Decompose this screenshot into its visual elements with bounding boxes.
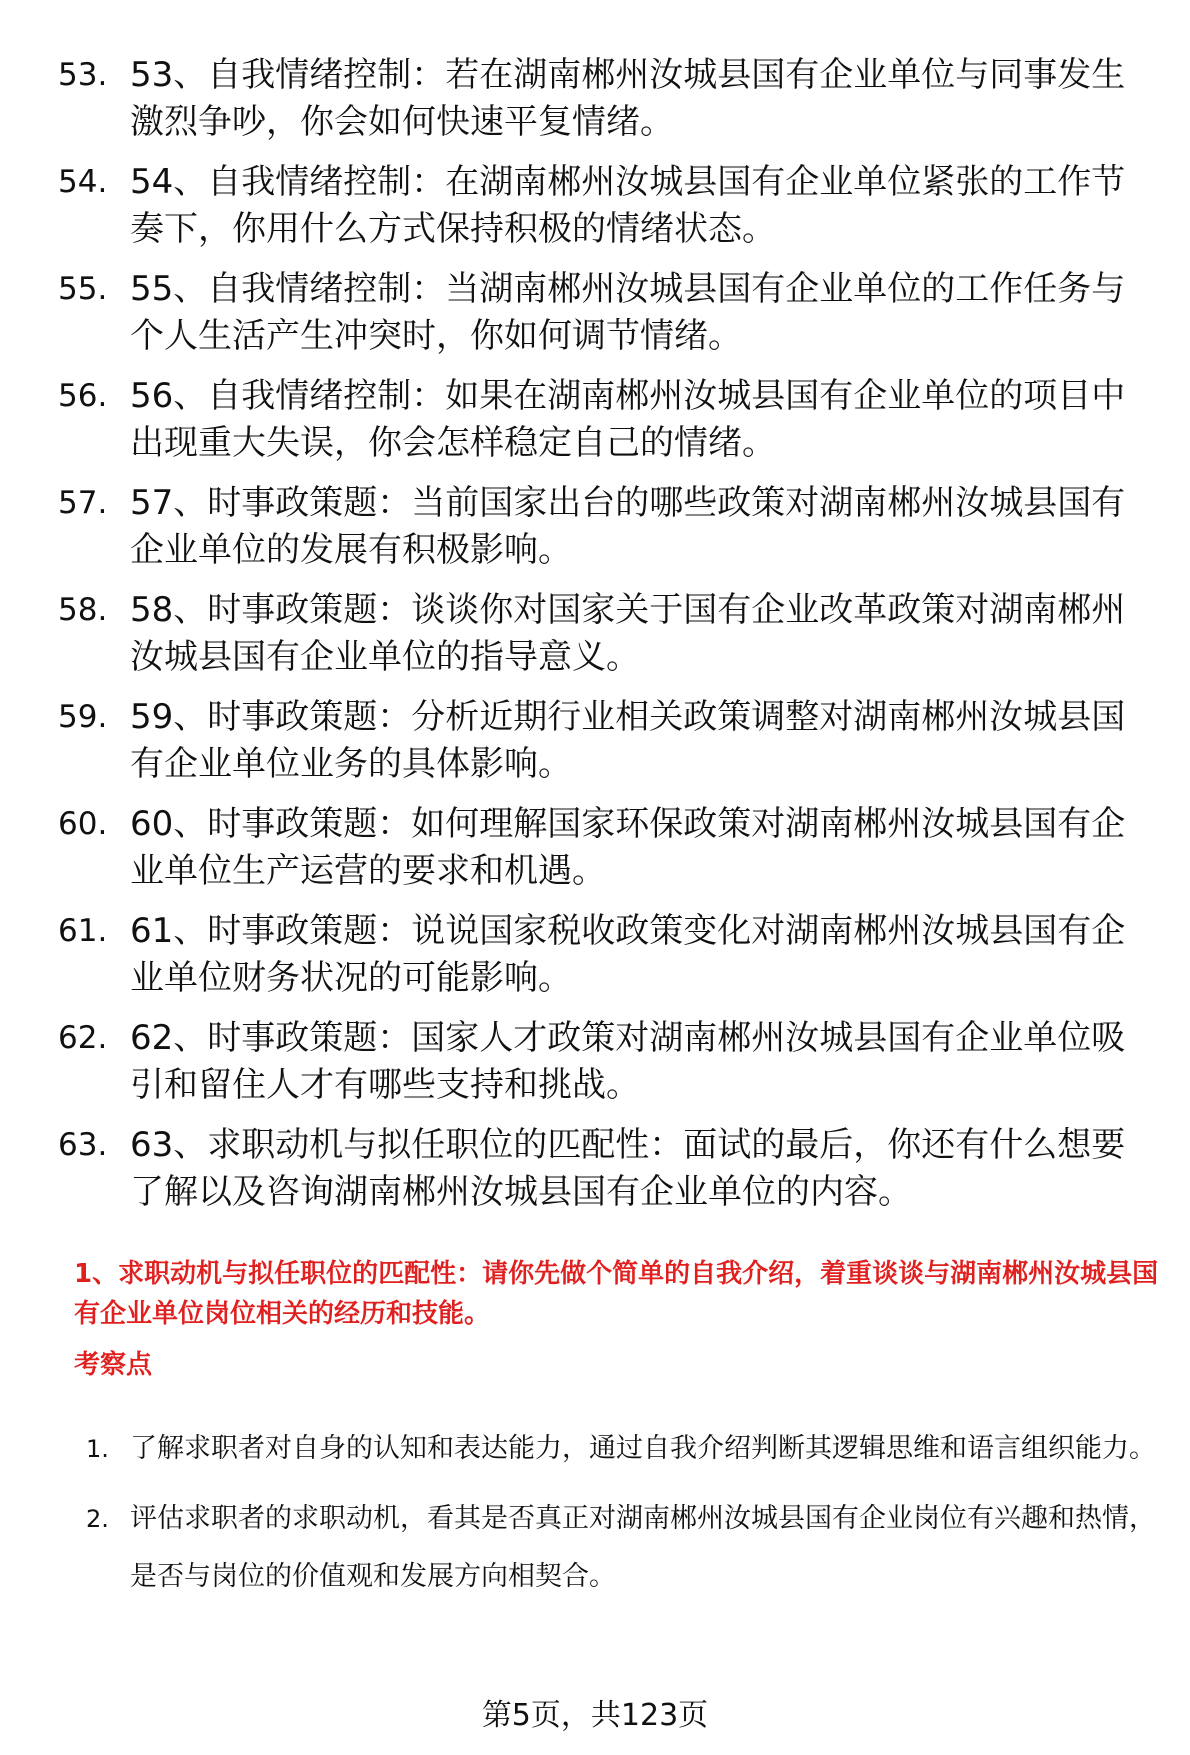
question-text: 55、自我情绪控制：当湖南郴州汝城县国有企业单位的工作任务与个人生活产生冲突时，你如何调节情绪。 [130,269,1126,356]
question-text: 61、时事政策题：说说国家税收政策变化对湖南郴州汝城县国有企业单位财务状况的可能影响。 [130,911,1126,998]
question-text: 57、时事政策题：当前国家出台的哪些政策对湖南郴州汝城县国有企业单位的发展有积极影响。 [130,483,1126,570]
question-item [58,1122,1158,1229]
page-footer: 第5页，共123页 [481,1698,709,1733]
question-number: 53. [58,57,108,93]
question-list [58,52,1158,1229]
question-item [58,159,1158,266]
question-item [58,373,1158,480]
question-text: 59、时事政策题：分析近期行业相关政策调整对湖南郴州汝城县国有企业单位业务的具体影响。 [130,697,1126,784]
question-text: 54、自我情绪控制：在湖南郴州汝城县国有企业单位紧张的工作节奏下，你用什么方式保持积极的情绪状态。 [130,162,1126,249]
question-number: 57. [58,485,108,521]
question-item [58,587,1158,694]
question-number: 54. [58,164,108,200]
question-item [58,801,1158,908]
point-text: 了解求职者对自身的认知和表达能力，通过自我介绍判断其逻辑思维和语言组织能力。 [130,1433,1156,1464]
question-number: 63. [58,1127,108,1163]
question-number: 61. [58,913,108,949]
question-number: 55. [58,271,108,307]
question-number: 58. [58,592,108,628]
question-text: 58、时事政策题：谈谈你对国家关于国有企业改革政策对湖南郴州汝城县国有企业单位的指导意义。 [130,590,1126,677]
point-number: 2. [86,1505,109,1533]
assessment-points-label: 考察点 [74,1350,153,1380]
point-number: 1. [86,1435,109,1463]
question-item [58,52,1158,159]
question-item [58,480,1158,587]
question-number: 60. [58,806,108,842]
question-text: 60、时事政策题：如何理解国家环保政策对湖南郴州汝城县国有企业单位生产运营的要求和机遇。 [130,804,1126,891]
question-text: 62、时事政策题：国家人才政策对湖南郴州汝城县国有企业单位吸引和留住人才有哪些支持和挑战。 [130,1018,1126,1105]
question-number: 56. [58,378,108,414]
assessment-points-list [86,1420,1166,1618]
question-number: 59. [58,699,108,735]
question-item [58,266,1158,373]
assessment-point [86,1490,1166,1606]
question-item [58,694,1158,801]
question-text: 53、自我情绪控制：若在湖南郴州汝城县国有企业单位与同事发生激烈争吵，你会如何快速平复情绪。 [130,55,1126,142]
question-text: 56、自我情绪控制：如果在湖南郴州汝城县国有企业单位的项目中出现重大失误，你会怎样稳定自己的情绪。 [130,376,1126,463]
question-number: 62. [58,1020,108,1056]
section-heading: 1、求职动机与拟任职位的匹配性：请你先做个简单的自我介绍，着重谈谈与湖南郴州汝城县国有企业单位岗位相关的经历和技能。 [74,1259,1159,1329]
question-item [58,1015,1158,1122]
question-text: 63、求职动机与拟任职位的匹配性：面试的最后，你还有什么想要了解以及咨询湖南郴州汝城县国有企业单位的内容。 [130,1125,1126,1212]
assessment-point [86,1420,1166,1478]
point-text: 评估求职者的求职动机，看其是否真正对湖南郴州汝城县国有企业岗位有兴趣和热情，是否与岗位的价值观和发展方向相契合。 [130,1503,1156,1592]
question-item [58,908,1158,1015]
